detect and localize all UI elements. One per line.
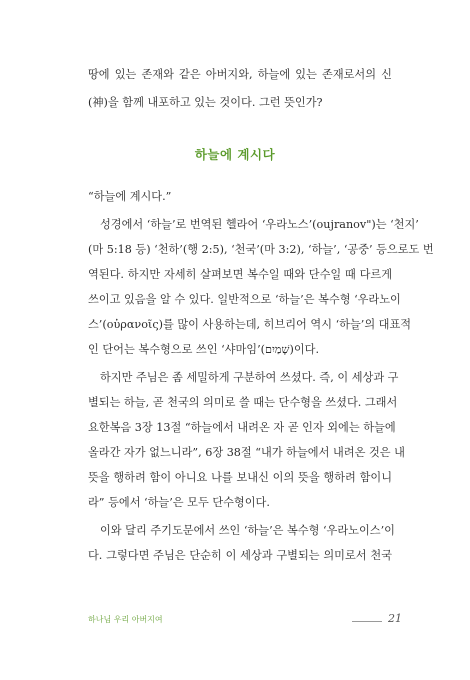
- page-number: 21: [388, 612, 402, 625]
- body-line: 별되는 하늘, 곧 천국의 의미로 쓸 때는 단수형을 쓰셨다. 그래서: [88, 396, 398, 409]
- body-line: (마 5:18 등) ‘천하’(행 2:5), ‘천국’(마 3:2), ‘하늘’, ‘공중’ 등으로도 번: [88, 243, 434, 256]
- running-footer-title: 하나님 우리 아버지여: [88, 615, 163, 624]
- body-line: 이와 달리 주기도문에서 쓰인 ‘하늘’은 복수형 ‘우라노이스’이: [100, 524, 395, 537]
- body-line: “하늘에 계시다.”: [88, 190, 172, 203]
- section-heading: 하늘에 계시다: [194, 147, 276, 162]
- body-line: 요한복음 3장 13절 “하늘에서 내려온 자 곧 인자 외에는 하늘에: [88, 421, 396, 434]
- body-line: 다. 그렇다면 주님은 단순히 이 세상과 구별되는 의미로서 천국: [88, 549, 392, 562]
- body-line: (神)을 함께 내포하고 있는 것이다. 그런 뜻인가?: [88, 96, 323, 109]
- body-line: 올라간 자가 없느니라”, 6장 38절 “내가 하늘에서 내려온 것은 내: [88, 446, 405, 459]
- body-line: 뜻을 행하려 함이 아니요 나를 보내신 이의 뜻을 행하려 함이니: [88, 471, 392, 484]
- body-line: 역된다. 하지만 자세히 살펴보면 복수일 때와 단수일 때 다르게: [88, 268, 392, 281]
- body-line: 하지만 주님은 좀 세밀하게 구분하여 쓰셨다. 즉, 이 세상과 구: [100, 371, 399, 384]
- body-line: 스’(οὐρανοῖς)를 많이 사용하는데, 히브리어 역시 ‘하늘’의 대표적: [88, 318, 412, 331]
- body-line: 성경에서 ‘하늘’로 번역된 헬라어 ‘우라노스’(oujranov")는 ‘천지’: [100, 218, 419, 231]
- footer-divider: [352, 621, 382, 622]
- body-line: 쓰이고 있음을 알 수 있다. 일반적으로 ‘하늘’은 복수형 ‘우라노이: [88, 293, 401, 306]
- body-line: 인 단어는 복수형으로 쓰인 ‘샤마임’(שָׁמַיִם)이다.: [88, 343, 320, 356]
- body-line: 땅에 있는 존재와 같은 아버지와, 하늘에 있는 존재로서의 신: [88, 68, 392, 81]
- body-line: 라” 등에서 ‘하늘’은 모두 단수형이다.: [88, 496, 270, 509]
